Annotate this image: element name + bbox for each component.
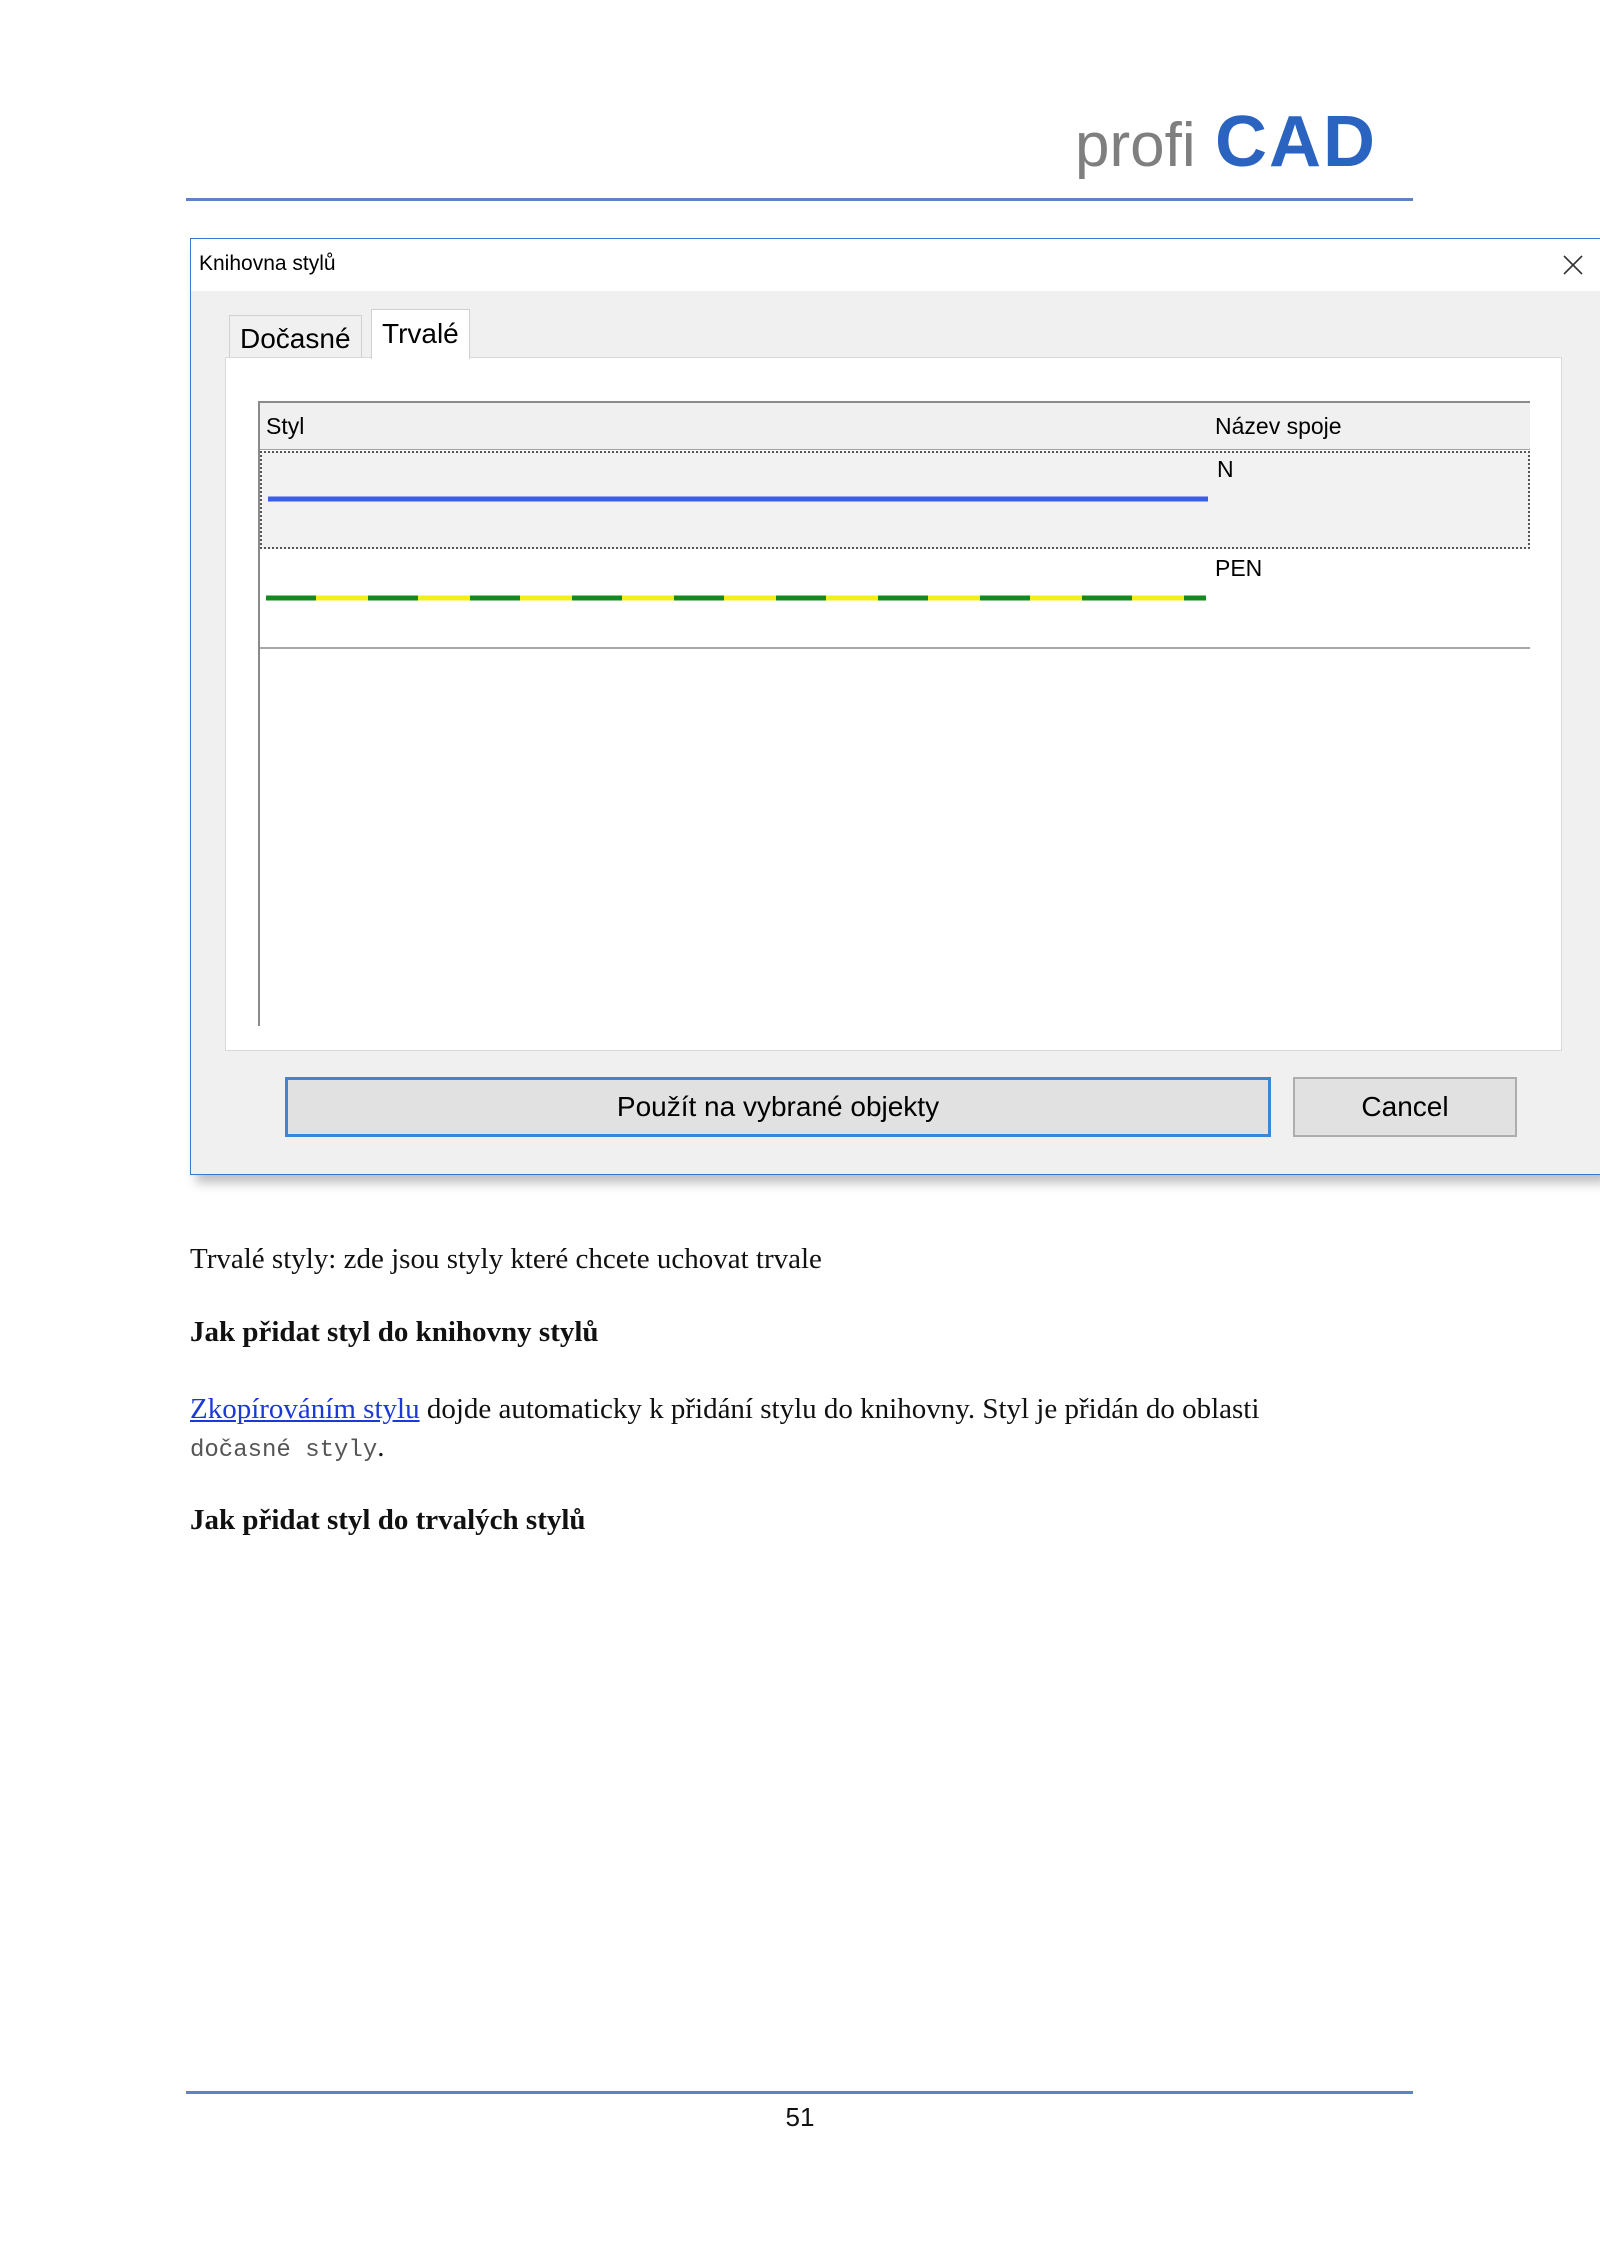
dialog-titlebar — [191, 239, 1600, 291]
section-heading: Jak přidat styl do trvalých stylů — [190, 1504, 586, 1536]
line-style-preview-pen — [266, 594, 1206, 602]
footer-rule — [186, 2091, 1413, 2094]
page-number: 51 — [785, 2102, 815, 2132]
code-text: dočasné styly — [190, 1437, 378, 1464]
connection-name: PEN — [1215, 555, 1263, 581]
dialog-title: Knihovna stylů — [199, 252, 336, 275]
column-header-name[interactable]: Název spoje — [1215, 413, 1342, 439]
caption-text: Trvalé styly: zde jsou styly které chcete uchovat trvale — [190, 1243, 822, 1275]
connection-name: N — [1217, 456, 1234, 482]
close-button[interactable] — [1557, 249, 1589, 281]
tab-temporary[interactable]: Dočasné — [229, 315, 362, 357]
proficad-logo — [1075, 100, 1405, 186]
copy-style-link[interactable]: Zkopírováním stylu — [190, 1393, 420, 1425]
cancel-button[interactable]: Cancel — [1293, 1077, 1517, 1137]
paragraph-end: . — [377, 1431, 385, 1463]
column-header-style[interactable]: Styl — [266, 413, 305, 439]
list-item[interactable] — [260, 549, 1530, 649]
close-icon — [1562, 254, 1584, 276]
style-library-dialog — [190, 238, 1600, 1175]
tab-panel — [225, 357, 1562, 1051]
list-item[interactable] — [260, 451, 1530, 549]
tab-permanent[interactable]: Trvalé — [371, 309, 470, 359]
list-header — [260, 403, 1530, 450]
paragraph-continued — [190, 1428, 384, 1470]
header-rule — [186, 198, 1413, 201]
section-heading: Jak přidat styl do knihovny stylů — [190, 1316, 599, 1348]
paragraph-text: dojde automaticky k přidání stylu do knihovny. Styl je přidán do oblasti — [419, 1393, 1260, 1425]
logo-text-cad: CAD — [1215, 102, 1377, 182]
apply-to-selected-button[interactable]: Použít na vybrané objekty — [285, 1077, 1271, 1137]
paragraph — [190, 1390, 1259, 1428]
logo-text-profi: profi — [1075, 111, 1196, 180]
styles-list[interactable] — [258, 401, 1530, 1026]
line-style-preview-n — [268, 495, 1208, 503]
